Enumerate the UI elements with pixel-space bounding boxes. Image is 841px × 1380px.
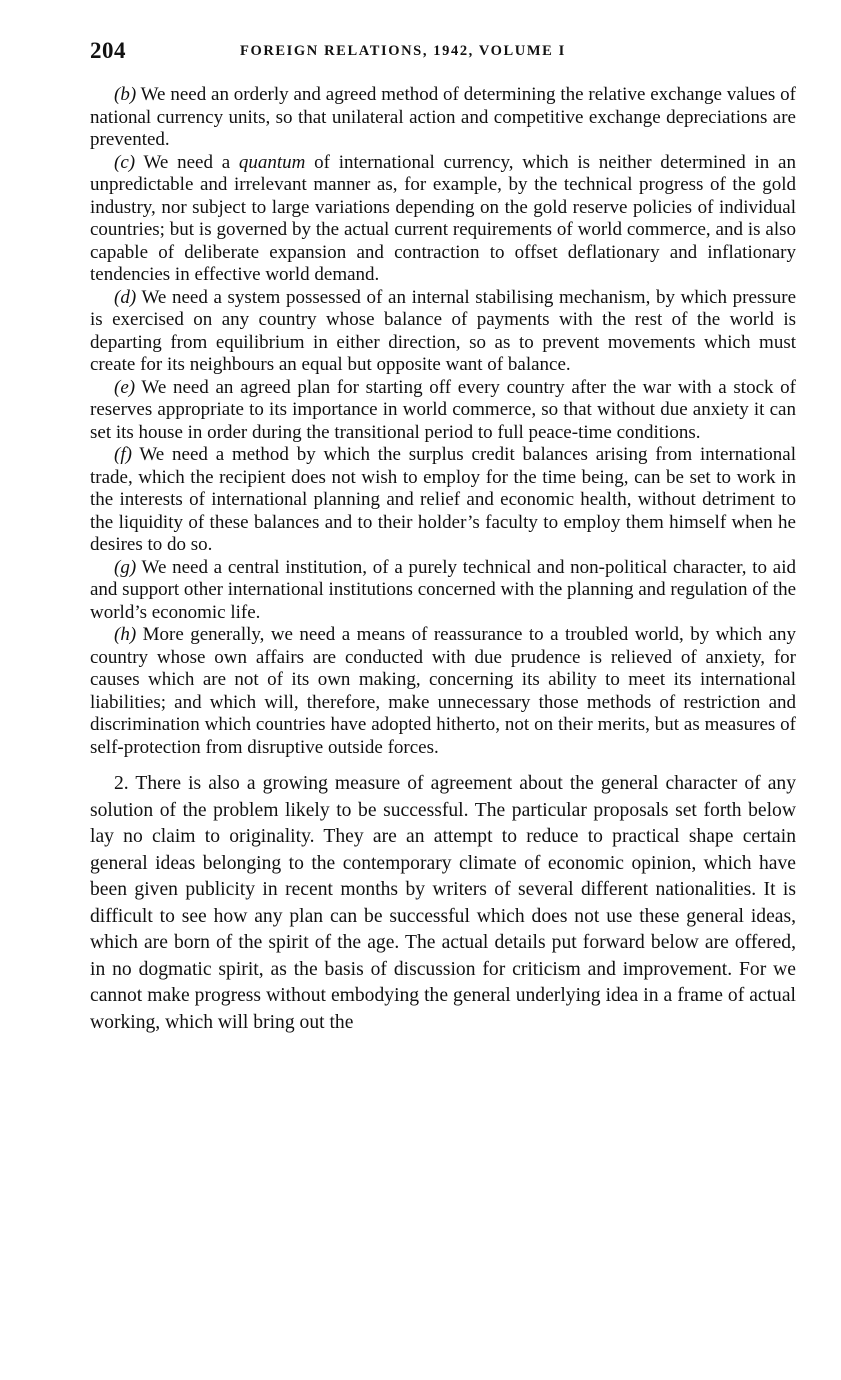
list-item-d [90,287,796,377]
item-text-pre: We need a [135,151,239,173]
item-letter: (b) [114,84,137,105]
page-number: 204 [90,38,126,63]
list-item-f [90,444,796,557]
item-letter: (e) [114,376,136,398]
item-text: We need an agreed plan for starting off every country after the war with a stock of reserves appropriate to its importance in world commerce, so that without due anxiety it can set its house in order during the transitional period to full peace-time conditions. [90,376,796,443]
item-letter: (h) [114,624,137,645]
list-item-g [90,557,796,625]
item-text: We need a system possessed of an internal stabilising mechanism, by which pressure is exercised on any country whose balance of payments with the rest of the world is departing from equilibrium in either direction, so as to prevent movements which must create for its neighbours an equal but opposite want of balance. [90,286,796,375]
item-letter: (c) [114,151,136,173]
item-text: More generally, we need a means of reassurance to a troubled world, by which any country whose own affairs are conducted with due prudence is relieved of anxiety, for causes which are not of its own making, concerning its ability to meet its international liabilities; and which will, therefore, make unnecessary those methods of restriction and discrimination which countries have adopted hitherto, not on their merits, but as measures of self-protection from disruptive outside forces. [90,624,796,758]
item-text-post: of international currency, which is neither determined in an unpredictable and irrelevant manner as, for example, by the technical progress of the gold industry, nor subject to large variations depending on the gold reserve policies of individual countries; but is governed by the actual current requirements of world commerce, and is also capable of deliberate expansion and contraction to offset deflationary and inflationary tendencies in effective world demand. [90,151,796,285]
body-text [90,84,796,1036]
item-text: We need a method by which the surplus credit balances arising from international trade, which the recipient does not wish to employ for the time being, can be set to work in the interests of international planning and relief and economic health, without detriment to the liquidity of these balances and to their holder’s faculty to employ them himself when he desires to do so. [90,444,796,555]
list-item-b [90,84,796,152]
list-item-e [90,377,796,445]
list-item-c [90,152,796,287]
item-letter: (f) [114,444,132,465]
list-item-h [90,624,796,759]
item-text-emphasis: quantum [238,151,306,173]
item-text: We need a central institution, of a purely technical and non-political character, to aid and support other international institutions concerned with the planning and regulation of the world’s economic life. [90,556,796,623]
paragraph-2: 2. There is also a growing measure of agreement about the general character of any solution of the problem likely to be successful. The particular proposals set forth below lay no claim to originality. They are an attempt to reduce to practical shape certain general ideas belonging to the contemporary climate of economic opinion, which have been given publicity in recent months by writers of several different nationalities. It is difficult to see how any plan can be successful which does not use these general ideas, which are born of the spirit of the age. The actual details put forward below are offered, in no dogmatic spirit, as the basis of discussion for criticism and improvement. For we cannot make progress without embodying the general underlying idea in a frame of actual working, which will bring out the [90,773,796,1033]
item-text: We need an orderly and agreed method of determining the relative exchange values of national currency units, so that unilateral action and competitive exchange depreciations are prevented. [90,84,796,150]
page-header [90,38,796,70]
item-letter: (d) [114,286,137,308]
running-head: FOREIGN RELATIONS, 1942, VOLUME I [240,43,566,59]
item-letter: (g) [114,556,137,578]
